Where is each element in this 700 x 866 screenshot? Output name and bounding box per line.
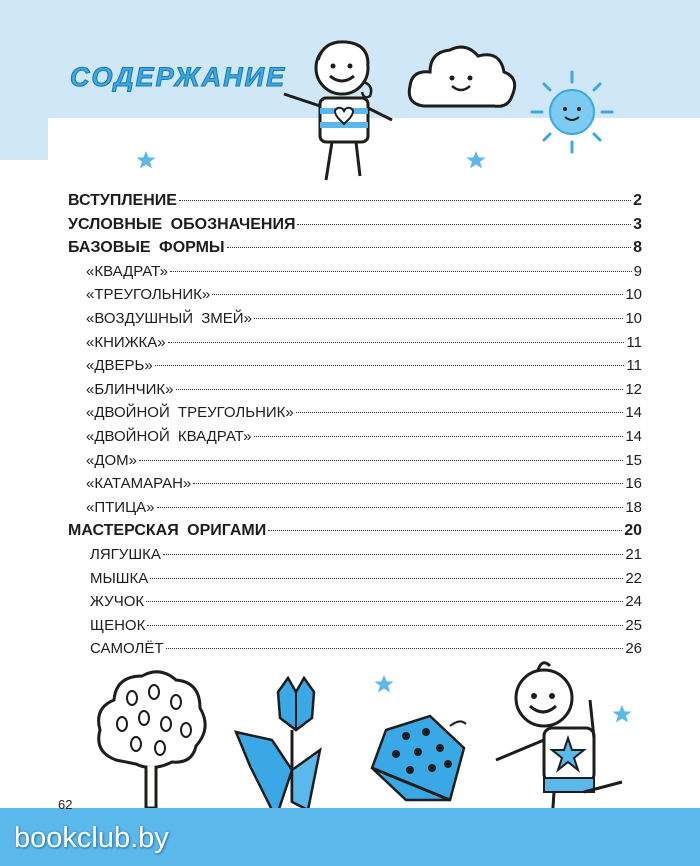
toc-entry-title: УСЛОВНЫЕ ОБОЗНАЧЕНИЯ bbox=[68, 215, 296, 233]
toc-entry-page: 11 bbox=[626, 333, 642, 351]
toc-entry-title: «ТРЕУГОЛЬНИК» bbox=[86, 286, 211, 304]
toc-dot-leader bbox=[254, 436, 624, 437]
tree-illustration bbox=[92, 668, 212, 818]
toc-dot-leader bbox=[166, 648, 624, 649]
toc-entry-title: ЛЯГУШКА bbox=[90, 545, 161, 563]
star-icon bbox=[466, 150, 486, 170]
toc-entry-page: 3 bbox=[633, 215, 642, 233]
toc-entry-page: 10 bbox=[625, 286, 642, 304]
page-title: СОДЕРЖАНИЕ bbox=[70, 62, 287, 92]
toc-entry-title: «ПТИЦА» bbox=[86, 498, 155, 516]
toc-entry bbox=[68, 334, 642, 358]
toc-entry-page: 18 bbox=[625, 498, 642, 516]
toc-entry-page: 11 bbox=[626, 357, 642, 375]
toc-entry-title: «КАТАМАРАН» bbox=[86, 475, 192, 493]
toc-entry-page: 9 bbox=[633, 262, 642, 280]
toc-entry-page: 25 bbox=[625, 616, 642, 634]
toc-dot-leader bbox=[146, 601, 623, 602]
toc-entry-page: 15 bbox=[625, 451, 642, 469]
toc-entry-title: МАСТЕРСКАЯ ОРИГАМИ bbox=[68, 522, 267, 540]
toc-entry-title: САМОЛЁТ bbox=[90, 640, 164, 658]
toc-entry-title: «БЛИНЧИК» bbox=[86, 380, 174, 398]
toc-entry bbox=[68, 192, 642, 216]
toc-dot-leader bbox=[163, 554, 623, 555]
toc-entry-title: «КНИЖКА» bbox=[86, 333, 166, 351]
toc-dot-leader bbox=[170, 271, 632, 272]
toc-entry-page: 2 bbox=[633, 192, 642, 209]
toc-entry-page: 22 bbox=[625, 569, 642, 587]
toc-entry bbox=[68, 239, 642, 263]
toc-entry-page: 12 bbox=[625, 380, 642, 398]
toc-dot-leader bbox=[147, 625, 623, 626]
toc-entry bbox=[68, 570, 642, 594]
page-number: 62 bbox=[58, 797, 73, 812]
boy-star-illustration bbox=[488, 660, 638, 826]
toc-dot-leader bbox=[227, 247, 632, 248]
toc-entry bbox=[68, 593, 642, 617]
toc-entry bbox=[68, 452, 642, 476]
toc-dot-leader bbox=[168, 342, 625, 343]
toc-entry-page: 10 bbox=[625, 309, 642, 327]
toc-entry-page: 16 bbox=[625, 475, 642, 493]
toc-entry-page: 26 bbox=[625, 640, 642, 658]
toc-entry-title: «ДВЕРЬ» bbox=[86, 357, 153, 375]
toc-entry-page: 20 bbox=[624, 522, 642, 540]
toc-entry bbox=[68, 357, 642, 381]
boy-heart-illustration bbox=[280, 38, 400, 188]
star-icon bbox=[374, 674, 394, 694]
toc-entry-title: ВСТУПЛЕНИЕ bbox=[68, 192, 177, 209]
toc-entry-title: МЫШКА bbox=[90, 569, 149, 587]
toc-entry bbox=[68, 381, 642, 405]
toc-entry bbox=[68, 617, 642, 641]
toc-entry-title: «ДВОЙНОЙ ТРЕУГОЛЬНИК» bbox=[86, 404, 294, 422]
toc-entry-title: «ДВОЙНОЙ КВАДРАТ» bbox=[86, 427, 252, 445]
toc-entry bbox=[68, 404, 642, 428]
toc-entry-title: «КВАДРАТ» bbox=[86, 262, 168, 280]
toc-entry bbox=[68, 499, 642, 523]
toc-entry-page: 14 bbox=[625, 404, 642, 422]
toc-entry-page: 8 bbox=[633, 239, 642, 257]
toc-entry-title: «ВОЗДУШНЫЙ ЗМЕЙ» bbox=[86, 309, 252, 327]
toc-entry bbox=[68, 428, 642, 452]
toc-entry-page: 14 bbox=[625, 427, 642, 445]
toc-dot-leader bbox=[157, 507, 624, 508]
toc-entry-title: «ДОМ» bbox=[86, 451, 138, 469]
toc-dot-leader bbox=[176, 389, 624, 390]
toc-dot-leader bbox=[193, 483, 623, 484]
toc-dot-leader bbox=[297, 224, 631, 225]
toc-dot-leader bbox=[150, 578, 623, 579]
toc-entry-title: ЖУЧОК bbox=[90, 593, 145, 611]
toc-dot-leader bbox=[139, 460, 623, 461]
toc-dot-leader bbox=[212, 294, 623, 295]
star-icon bbox=[136, 150, 156, 170]
toc-entry bbox=[68, 310, 642, 334]
toc-dot-leader bbox=[254, 318, 623, 319]
watermark: bookclub.by bbox=[14, 822, 169, 854]
toc-dot-leader bbox=[155, 365, 625, 366]
toc-entry bbox=[68, 546, 642, 570]
toc-entry-page: 21 bbox=[625, 545, 642, 563]
toc-entry bbox=[68, 263, 642, 287]
toc-dot-leader bbox=[268, 530, 622, 531]
toc-entry-page: 24 bbox=[625, 593, 642, 611]
toc-entry-title: БАЗОВЫЕ ФОРМЫ bbox=[68, 239, 225, 257]
toc-entry bbox=[68, 522, 642, 546]
ladybug-illustration bbox=[366, 710, 476, 810]
toc-entry bbox=[68, 286, 642, 310]
toc-entry-title: ЩЕНОК bbox=[90, 616, 146, 634]
tulip-illustration bbox=[232, 670, 352, 820]
cloud-illustration bbox=[404, 40, 520, 116]
toc-dot-leader bbox=[296, 412, 624, 413]
toc-entry bbox=[68, 475, 642, 499]
toc-entry bbox=[68, 216, 642, 240]
sun-illustration bbox=[530, 70, 614, 154]
toc-dot-leader bbox=[179, 200, 631, 201]
table-of-contents bbox=[68, 192, 642, 664]
